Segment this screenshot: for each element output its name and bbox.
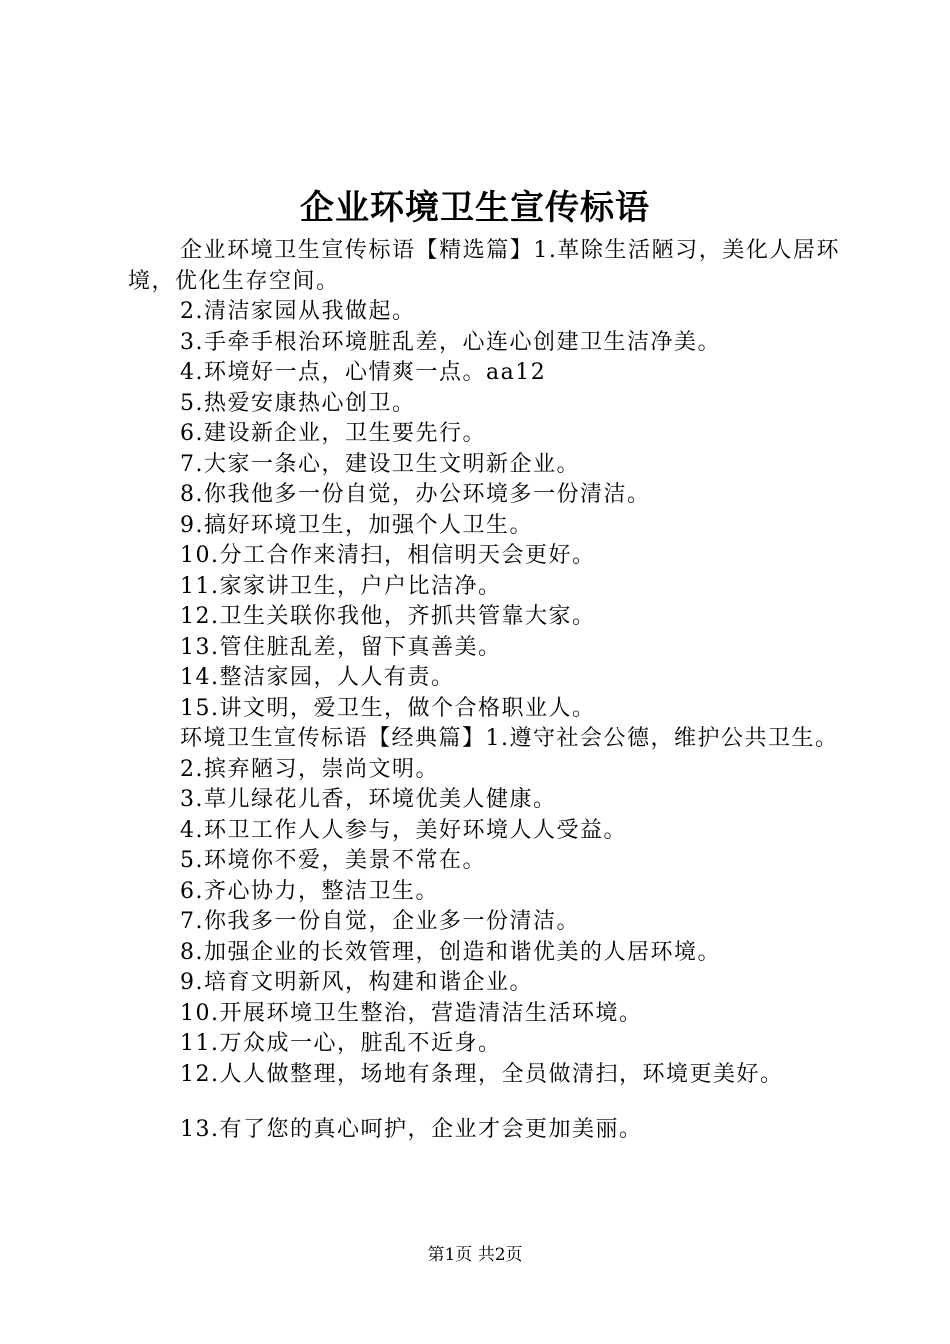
list-item: 7.你我多一份自觉，企业多一份清洁。: [180, 909, 580, 934]
list-item: 4.环卫工作人人参与，美好环境人人受益。: [180, 817, 627, 843]
document-title: 企业环境卫生宣传标语: [300, 188, 650, 228]
list-item: 2.摈弃陋习，崇尚文明。: [180, 756, 439, 782]
list-item: 11.家家讲卫生，户户比洁净。: [180, 573, 502, 599]
list-item: 8.加强企业的长效管理，创造和谐优美的人居环境。: [180, 939, 721, 965]
list-item: 3.手牵手根治环境脏乱差，心连心创建卫生洁净美。: [180, 329, 721, 355]
list-item: 6.建设新企业，卫生要先行。: [180, 421, 486, 446]
list-item: 9.培育文明新风，构建和谐企业。: [180, 970, 533, 995]
list-item: 11.万众成一心，脏乱不近身。: [180, 1031, 502, 1056]
page-number: 第1页 共2页: [427, 1245, 523, 1265]
list-item: 4.环境好一点，心情爽一点。aa12: [180, 360, 547, 385]
list-item: 13.管住脏乱差，留下真善美。: [180, 634, 502, 660]
list-item: 10.分工合作来清扫，相信明天会更好。: [180, 543, 596, 568]
section2-intro: 环境卫生宣传标语【经典篇】1.遵守社会公德，维护公共卫生。: [180, 726, 839, 751]
list-item: 7.大家一条心，建设卫生文明新企业。: [180, 451, 580, 477]
list-item: 9.搞好环境卫生，加强个人卫生。: [180, 512, 533, 538]
list-item: 12.卫生关联你我他，齐抓共管靠大家。: [180, 604, 596, 629]
list-item: 2.清洁家园从我做起。: [180, 299, 416, 324]
list-item: 14.整洁家园，人人有责。: [180, 665, 455, 690]
list-item: 10.开展环境卫生整治，营造清洁生活环境。: [180, 1000, 643, 1026]
list-item: 5.环境你不爱，美景不常在。: [180, 848, 486, 873]
list-item: 8.你我他多一份自觉，办公环境多一份清洁。: [180, 482, 651, 507]
paragraph-gap: [128, 1090, 840, 1115]
list-item: 3.草儿绿花儿香，环境优美人健康。: [180, 787, 557, 812]
list-item: 15.讲文明，爱卫生，做个合格职业人。: [180, 695, 596, 721]
list-item: 13.有了您的真心呵护，企业才会更加美丽。: [180, 1117, 643, 1142]
list-item: 5.热爱安康热心创卫。: [180, 390, 416, 416]
document-body: [128, 236, 840, 1146]
list-item: 6.齐心协力，整洁卫生。: [180, 878, 439, 904]
list-item: 12.人人做整理，场地有条理，全员做清扫，环境更美好。: [180, 1061, 784, 1087]
section1-intro: 企业环境卫生宣传标语【精选篇】1.革除生活陋习，美化人居环境，优化生存空间。: [128, 238, 840, 294]
